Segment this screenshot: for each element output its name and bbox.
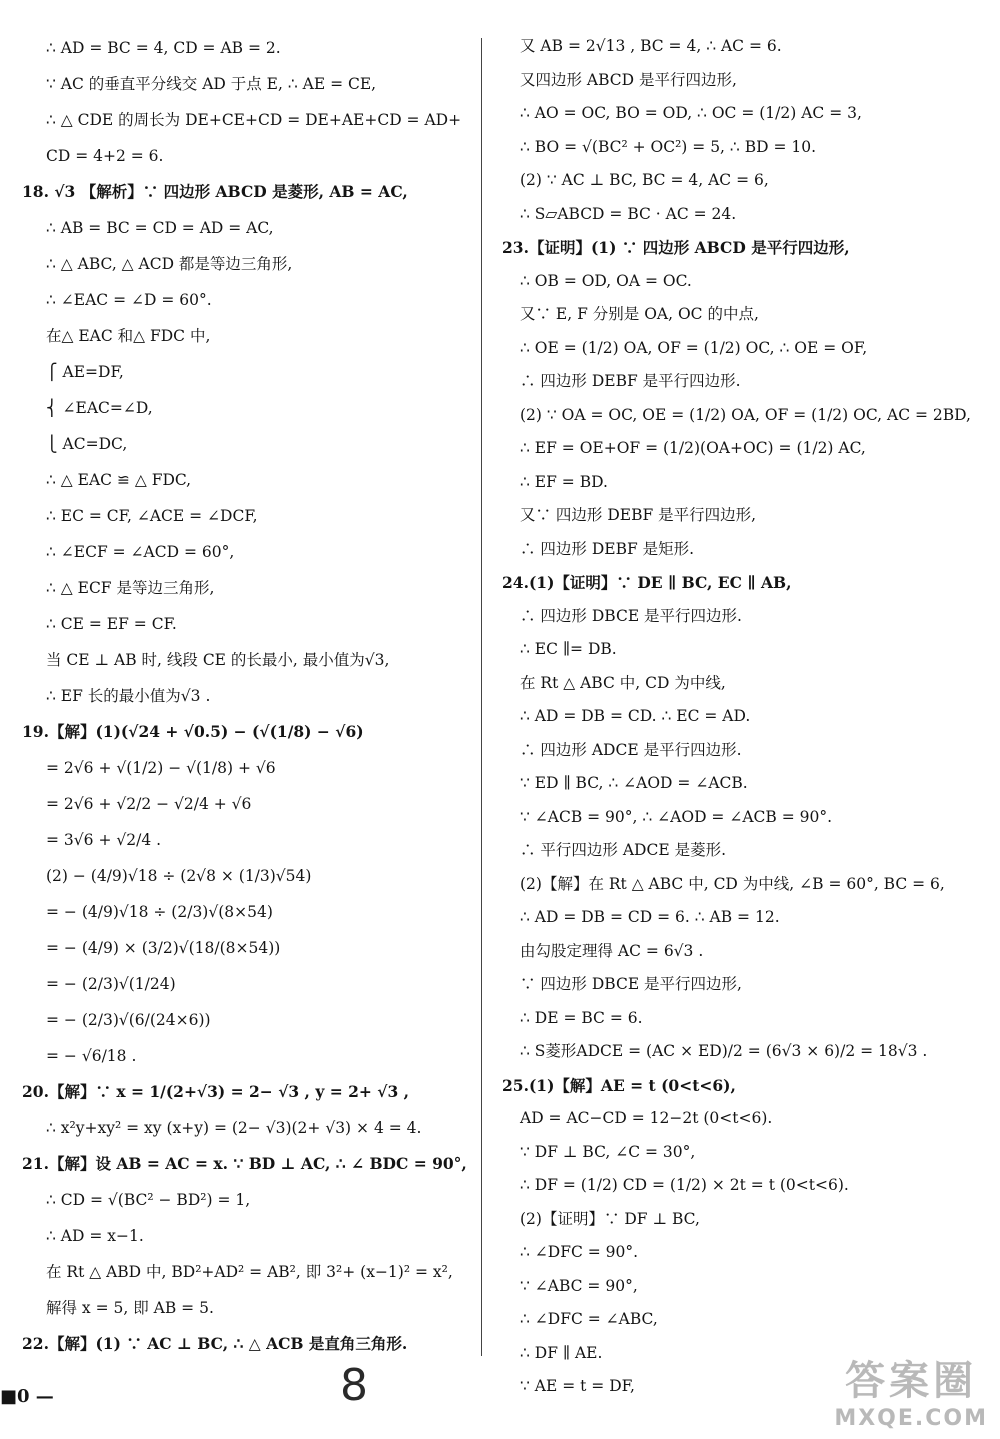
watermark-logo <box>834 1349 988 1431</box>
text-line: AD = AC−CD = 12−2t (0<t<6). <box>520 1109 773 1127</box>
text-line: ∴ OB = OD, OA = OC. <box>520 271 692 290</box>
column-divider <box>481 38 482 1356</box>
text-line: 又∵ 四边形 DEBF 是平行四边形, <box>520 506 757 524</box>
text-line: ∵ DF ⊥ BC, ∠C = 30°, <box>520 1142 696 1161</box>
text-line: ∴ 平行四边形 ADCE 是菱形. <box>520 841 727 859</box>
text-line: (2) ∵ AC ⊥ BC, BC = 4, AC = 6, <box>520 171 769 189</box>
text-line: ∴ DE = BC = 6. <box>520 1008 643 1027</box>
text-line: 由勾股定理得 AC = 6√3 . <box>520 941 704 960</box>
text-line: ∴ EC = CF, ∠ACE = ∠DCF, <box>46 507 258 525</box>
text-line: 22.【解】(1) ∵ AC ⊥ BC, ∴ △ ACB 是直角三角形. <box>22 1334 408 1353</box>
text-line: 20.【解】∵ x = 1/(2+√3) = 2− √3 , y = 2+ √3 , <box>22 1082 410 1101</box>
text-line: ∴ AO = OC, BO = OD, ∴ OC = (1/2) AC = 3, <box>520 104 862 122</box>
text-line: ∴ x²y+xy² = xy (x+y) = (2− √3)(2+ √3) × 4 = 4. <box>46 1119 422 1137</box>
text-line: ∵ AE = t = DF, <box>520 1377 635 1395</box>
right-column <box>502 30 972 1404</box>
text-line: ⎨ ∠EAC=∠D, <box>46 399 153 417</box>
text-line: 24.(1)【证明】∵ DE ∥ BC, EC ∥ AB, <box>502 573 792 592</box>
text-line: ∴ S菱形ADCE = (AC × ED)/2 = (6√3 × 6)/2 = 18√3 . <box>520 1042 928 1060</box>
text-line: ∴ AD = BC = 4, CD = AB = 2. <box>46 39 281 57</box>
text-line: ∵ ∠ABC = 90°, <box>520 1276 638 1295</box>
text-line: ∴ DF ∥ AE. <box>520 1343 603 1362</box>
text-line: ∴ AD = x−1. <box>46 1227 144 1245</box>
text-line: ∴ CE = EF = CF. <box>46 615 177 633</box>
text-line: = − (4/9) × (3/2)√(18/(8×54)) <box>46 939 281 957</box>
text-line: CD = 4+2 = 6. <box>46 147 164 165</box>
text-line: ∴ BO = √(BC² + OC²) = 5, ∴ BD = 10. <box>520 137 817 156</box>
text-line: 18. √3 【解析】∵ 四边形 ABCD 是菱形, AB = AC, <box>22 182 408 201</box>
page-number-mark: ■0 — <box>0 1386 54 1407</box>
text-line: ∴ 四边形 DEBF 是平行四边形. <box>520 372 741 390</box>
text-line: 在 Rt △ ABD 中, BD²+AD² = AB², 即 3²+ (x−1)² = x², <box>46 1263 453 1281</box>
text-line: ∵ ED ∥ BC, ∴ ∠AOD = ∠ACB. <box>520 774 748 792</box>
text-line: = 2√6 + √2/2 − √2/4 + √6 <box>46 795 252 813</box>
text-line: ∴ 四边形 ADCE 是平行四边形. <box>520 740 742 759</box>
text-line: = 3√6 + √2/4 . <box>46 831 162 849</box>
text-line: ∴ OE = (1/2) OA, OF = (1/2) OC, ∴ OE = OF, <box>520 338 868 357</box>
text-line: ∴ AD = DB = CD = 6. ∴ AB = 12. <box>520 908 780 926</box>
text-line: ∴ EC ∥= DB. <box>520 640 617 658</box>
text-line: 在△ EAC 和△ FDC 中, <box>46 327 211 345</box>
text-line: ∴ ∠DFC = 90°. <box>520 1243 639 1261</box>
left-column <box>22 30 467 1362</box>
text-line: 25.(1)【解】AE = t (0<t<6), <box>502 1075 736 1095</box>
text-line: ∴ CD = √(BC² − BD²) = 1, <box>46 1191 251 1209</box>
watermark-url: MXQE.COM <box>834 1406 988 1431</box>
text-line: = − (2/3)√(6/(24×6)) <box>46 1011 211 1029</box>
text-line: ∴ ∠ECF = ∠ACD = 60°, <box>46 543 235 561</box>
text-line: ∴ ∠DFC = ∠ABC, <box>520 1310 658 1328</box>
text-line: 解得 x = 5, 即 AB = 5. <box>46 1299 214 1317</box>
text-line: ∴ AD = DB = CD. ∴ EC = AD. <box>520 707 751 725</box>
text-line: ⎧ AE=DF, <box>46 363 124 381</box>
text-line: = − (4/9)√18 ÷ (2/3)√(8×54) <box>46 903 273 921</box>
text-line: ∴ S▱ABCD = BC · AC = 24. <box>520 204 737 223</box>
text-line: 21.【解】设 AB = AC = x. ∵ BD ⊥ AC, ∴ ∠ BDC = 90°, <box>22 1154 467 1173</box>
text-line: ∴ EF = OE+OF = (1/2)(OA+OC) = (1/2) AC, <box>520 439 866 457</box>
text-line: 在 Rt △ ABC 中, CD 为中线, <box>520 673 726 692</box>
text-line: 19.【解】(1)(√24 + √0.5) − (√(1/8) − √6) <box>22 722 364 741</box>
text-line: = − √6/18 . <box>46 1047 137 1065</box>
text-line: ∴ △ EAC ≌ △ FDC, <box>46 471 192 489</box>
text-line: ∵ 四边形 DBCE 是平行四边形, <box>520 975 742 993</box>
text-line: ∴ ∠EAC = ∠D = 60°. <box>46 291 212 309</box>
text-line: ∵ ∠ACB = 90°, ∴ ∠AOD = ∠ACB = 90°. <box>520 807 833 826</box>
text-line: ∴ 四边形 DBCE 是平行四边形. <box>520 606 742 625</box>
text-line: ∴ EF = BD. <box>520 472 608 491</box>
text-line: 又 AB = 2√13 , BC = 4, ∴ AC = 6. <box>520 37 782 55</box>
watermark-title: 答案圈 <box>845 1358 978 1404</box>
text-line: = − (2/3)√(1/24) <box>46 975 176 993</box>
text-line: 当 CE ⊥ AB 时, 线段 CE 的长最小, 最小值为√3, <box>46 651 390 669</box>
text-line: ∴ △ ECF 是等边三角形, <box>46 579 215 597</box>
text-line: ∴ DF = (1/2) CD = (1/2) × 2t = t (0<t<6). <box>520 1176 849 1194</box>
handwritten-page-number: 8 <box>340 1360 368 1411</box>
text-line: ∵ AC 的垂直平分线交 AD 于点 E, ∴ AE = CE, <box>46 75 377 93</box>
text-line: ∴ △ ABC, △ ACD 都是等边三角形, <box>46 255 293 273</box>
text-line: ∴ △ CDE 的周长为 DE+CE+CD = DE+AE+CD = AD+ <box>46 111 462 129</box>
text-line: (2)【证明】∵ DF ⊥ BC, <box>520 1209 700 1228</box>
text-line: 23.【证明】(1) ∵ 四边形 ABCD 是平行四边形, <box>502 238 850 257</box>
text-line: ∴ EF 长的最小值为√3 . <box>46 687 211 705</box>
text-line: 又四边形 ABCD 是平行四边形, <box>520 70 737 89</box>
text-line: (2)【解】在 Rt △ ABC 中, CD 为中线, ∠B = 60°, BC = 6, <box>520 874 945 893</box>
text-line: (2) − (4/9)√18 ÷ (2√8 × (1/3)√54) <box>46 867 312 885</box>
text-line: (2) ∵ OA = OC, OE = (1/2) OA, OF = (1/2) OC, AC = 2BD, <box>520 405 971 424</box>
text-line: ∴ 四边形 DEBF 是矩形. <box>520 539 695 558</box>
text-line: 又∵ E, F 分别是 OA, OC 的中点, <box>520 305 759 323</box>
text-line: ⎩ AC=DC, <box>46 435 128 453</box>
text-line: = 2√6 + √(1/2) − √(1/8) + √6 <box>46 759 276 777</box>
text-line: ∴ AB = BC = CD = AD = AC, <box>46 219 274 237</box>
